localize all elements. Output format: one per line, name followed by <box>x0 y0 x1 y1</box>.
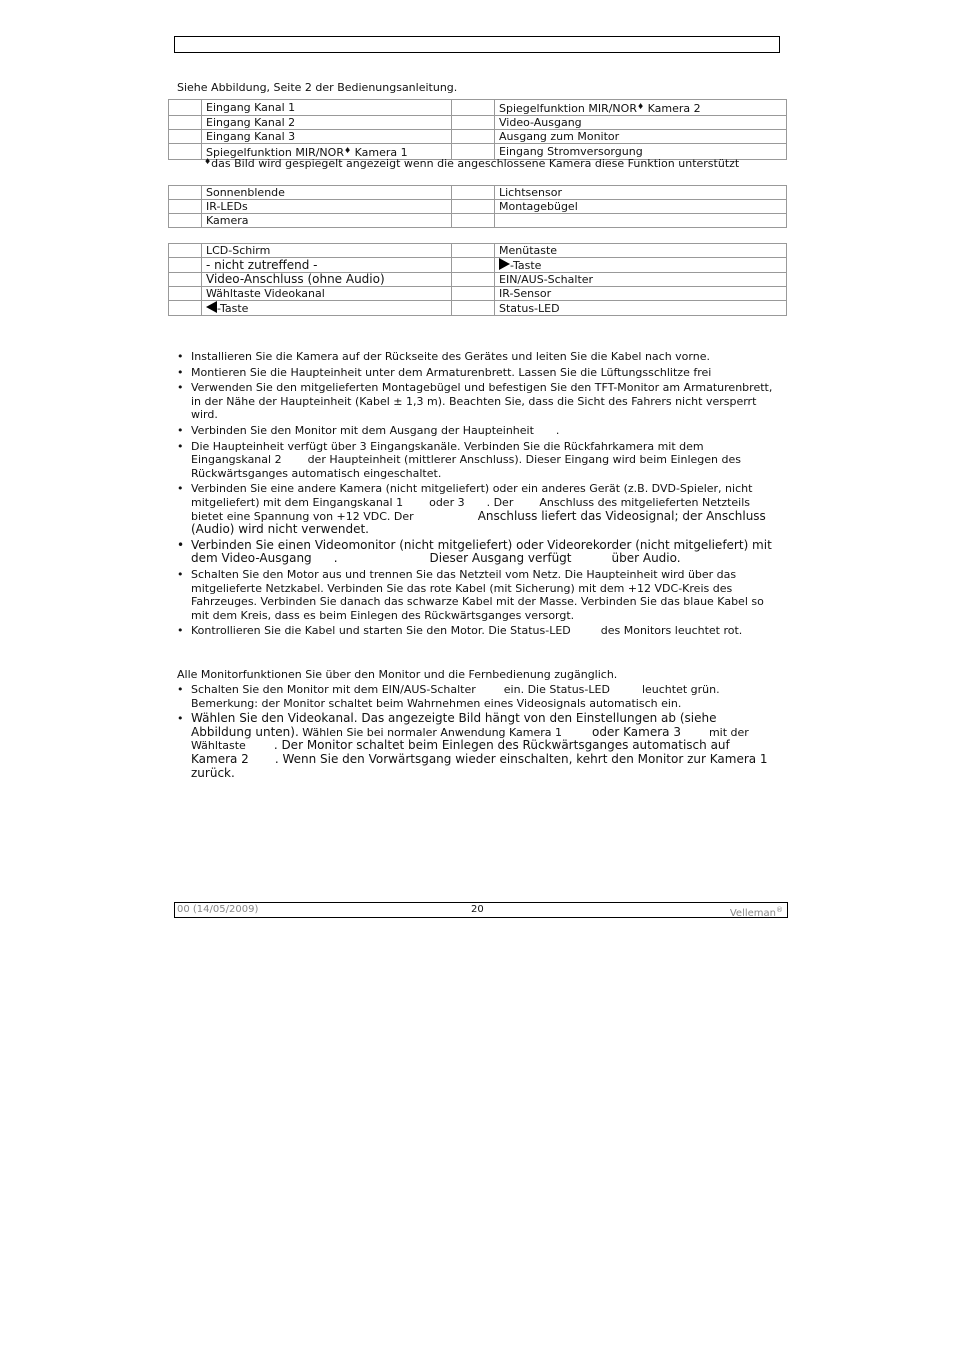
list-item: • Installieren Sie die Kamera auf der Rückseite des Gerätes und leiten Sie die Kabel nach vorne. <box>176 350 776 364</box>
table-cell-label: Kamera <box>202 214 452 228</box>
table-cell-number <box>452 130 495 144</box>
table-row <box>169 116 787 130</box>
table-cell-number <box>452 100 495 116</box>
monitor-table <box>168 243 787 316</box>
table-cell-label: -Taste <box>495 258 787 273</box>
table-cell-label: - nicht zutreffend - <box>202 258 452 273</box>
list-item: • Verwenden Sie den mitgelieferten Montagebügel und befestigen Sie den TFT-Monitor am Armaturenbrett, in der Nähe der Haupteinheit (Kabel ± 1,3 m). Beachten Sie, dass die Sicht des Fahrers nicht versperrt wird. <box>176 381 776 422</box>
footer-brand: Velleman® <box>729 906 783 919</box>
table-row <box>169 287 787 301</box>
table-cell-label: Ausgang zum Monitor <box>495 130 787 144</box>
footer-version: 00 (14/05/2009) <box>177 904 259 915</box>
table-row <box>169 200 787 214</box>
table-cell-number <box>169 116 202 130</box>
table-row <box>169 301 787 316</box>
list-item: • Verbinden Sie eine andere Kamera (nicht mitgeliefert) oder ein anderes Gerät (z.B. DVD-Spieler, nicht mitgeliefert) mit dem Eingangskanal 1 oder 3 . Der Anschluss des mitgelieferten Netzteils bietet eine Spannung von +12 VDC. Der Anschluss liefert das Videosignal; der Anschluss (Audio) wird nicht verwendet. <box>176 482 776 536</box>
table-cell-number <box>169 130 202 144</box>
diamond-icon: ♦ <box>204 157 212 166</box>
play-right-icon <box>499 258 510 270</box>
list-item: • Die Haupteinheit verfügt über 3 Eingangskanäle. Verbinden Sie die Rückfahrkamera mit dem Eingangskanal 2 der Haupteinheit (mittlerer Anschluss). Dieser Eingang wird beim Einlegen des Rückwärtsganges automatisch eingeschaltet. <box>176 440 776 481</box>
table-row <box>169 273 787 287</box>
diamond-icon: ♦ <box>343 146 352 155</box>
page-footer <box>174 902 788 918</box>
diamond-icon: ♦ <box>636 102 645 111</box>
table-cell-label: Sonnenblende <box>202 186 452 200</box>
table-cell-label: EIN/AUS-Schalter <box>495 273 787 287</box>
table-cell-label: Spiegelfunktion MIR/NOR♦ Kamera 2 <box>495 100 787 116</box>
table-cell-label: IR-Sensor <box>495 287 787 301</box>
list-item: • Verbinden Sie einen Videomonitor (nicht mitgeliefert) oder Videorekorder (nicht mitgeliefert) mit dem Video-Ausgang . Dieser Ausgang verfügt über Audio. <box>176 539 776 566</box>
table-cell-label: Wähltaste Videokanal <box>202 287 452 301</box>
table-cell-label: Eingang Kanal 2 <box>202 116 452 130</box>
page-number: 20 <box>471 904 484 915</box>
table-row <box>169 244 787 258</box>
table-cell-label: Eingang Kanal 1 <box>202 100 452 116</box>
table-cell-label: Eingang Kanal 3 <box>202 130 452 144</box>
table-cell-label: Video-Ausgang <box>495 116 787 130</box>
table-cell-label <box>495 214 787 228</box>
table-row <box>169 214 787 228</box>
table-cell-number <box>169 100 202 116</box>
list-item: • Kontrollieren Sie die Kabel und starten Sie den Motor. Die Status-LED des Monitors leuchtet rot. <box>176 624 776 638</box>
installation-list <box>176 350 776 640</box>
footnote: ♦das Bild wird gespiegelt angezeigt wenn die angeschlossene Kamera diese Funktion unterstützt <box>204 157 740 170</box>
table-row <box>169 130 787 144</box>
header-box <box>174 36 780 53</box>
list-item: • Schalten Sie den Motor aus und trennen Sie das Netzteil vom Netz. Die Haupteinheit wird über das mitgelieferte Netzkabel. Verbinden Sie das rote Kabel (mit Sicherung) mit dem +12 VDC-Kreis des Fahrzeuges. Verbinden Sie danach das schwarze Kabel mit der Masse. Verbinden Sie das blaue Kabel so mit dem Kreis, dass es beim Einlegen des Rückwärtsganges versorgt. <box>176 568 776 622</box>
list-item: • Verbinden Sie den Monitor mit dem Ausgang der Haupteinheit . <box>176 424 776 438</box>
table-row <box>169 258 787 273</box>
monitor-intro-text: Alle Monitorfunktionen Sie über den Monitor und die Fernbedienung zugänglich. <box>177 668 618 681</box>
list-item: • Wählen Sie den Videokanal. Das angezeigte Bild hängt von den Einstellungen ab (siehe Abbildung unten). Wählen Sie bei normaler Anwendung Kamera 1 oder Kamera 3 mit der Wähltaste . Der Monitor schaltet beim Einlegen des Rückwärtsganges automatisch auf Kamera 2 . Wenn Sie den Vorwärtsgang wieder einschalten, kehrt den Monitor zur Kamera 1 zurück. <box>176 712 776 780</box>
table-cell-label: Lichtsensor <box>495 186 787 200</box>
table-cell-label: Eingang Stromversorgung <box>495 144 787 160</box>
table-cell-label: Montagebügel <box>495 200 787 214</box>
list-item: • Montieren Sie die Haupteinheit unter dem Armaturenbrett. Lassen Sie die Lüftungsschlitze frei <box>176 366 776 380</box>
table-cell-label: Video-Anschluss (ohne Audio) <box>202 273 452 287</box>
table-cell-number <box>452 116 495 130</box>
table-cell-label: Status-LED <box>495 301 787 316</box>
connections-table <box>168 99 787 160</box>
table-cell-label: LCD-Schirm <box>202 244 452 258</box>
table-cell-label: Menütaste <box>495 244 787 258</box>
play-left-icon <box>206 301 217 313</box>
table-cell-label: Spiegelfunktion MIR/NOR♦ Kamera 1 <box>202 144 452 160</box>
list-item: • Schalten Sie den Monitor mit dem EIN/AUS-Schalter ein. Die Status-LED leuchtet grün. Bemerkung: der Monitor schaltet beim Wahrnehmen eines Videosignals automatisch ein. <box>176 683 776 710</box>
usage-list <box>176 683 776 782</box>
table-cell-label: -Taste <box>202 301 452 316</box>
table-row <box>169 100 787 116</box>
table-row <box>169 186 787 200</box>
table-cell-number <box>169 144 202 160</box>
intro-text: Siehe Abbildung, Seite 2 der Bedienungsanleitung. <box>177 81 458 94</box>
camera-table <box>168 185 787 228</box>
table-cell-label: IR-LEDs <box>202 200 452 214</box>
